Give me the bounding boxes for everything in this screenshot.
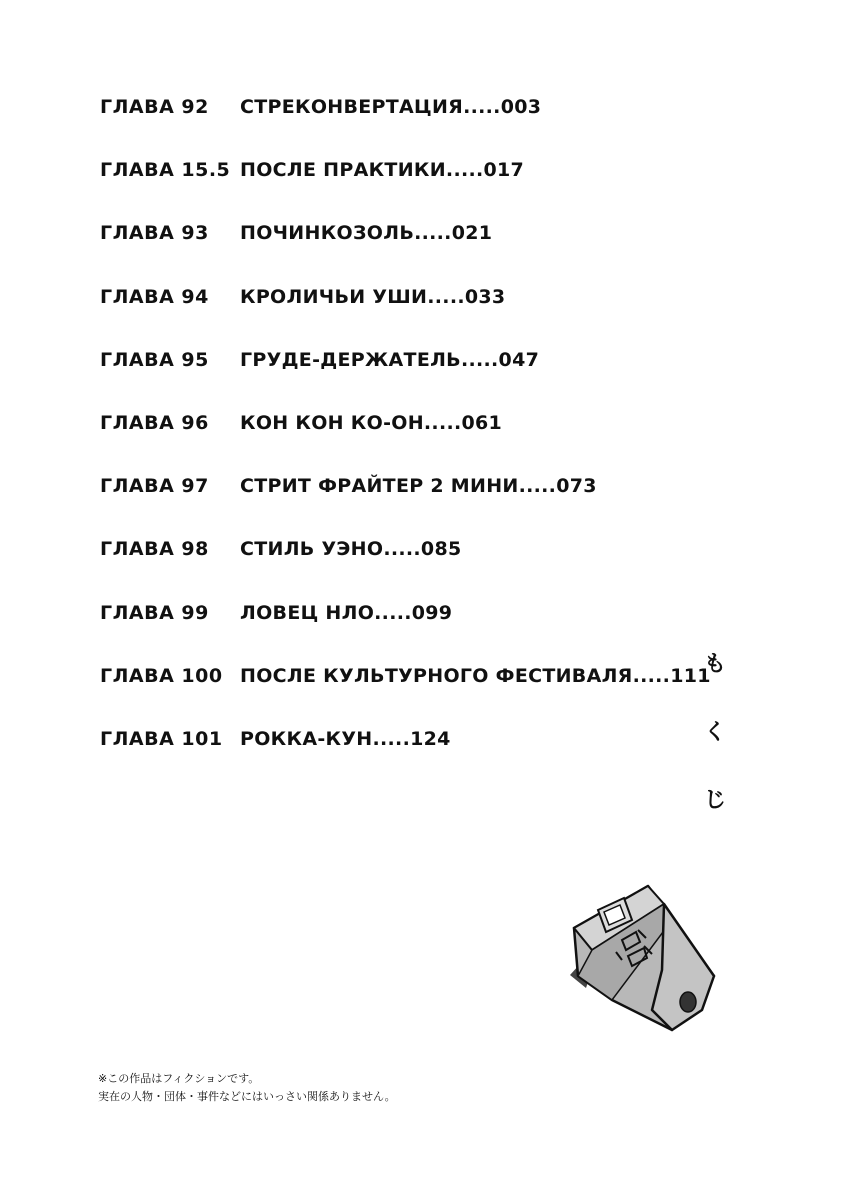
toc-row[interactable]	[100, 602, 660, 665]
toc-row[interactable]	[100, 664, 711, 728]
chapter-number: ГЛАВА 98	[100, 538, 209, 561]
chapter-title: СТРИТ ФРАЙТЕР 2 МИНИ.....073	[240, 475, 597, 498]
chapter-number: ГЛАВА 101	[100, 727, 223, 750]
heading-char: じ	[703, 788, 726, 813]
toc-row[interactable]	[100, 96, 660, 159]
chapter-title: ПОСЛЕ КУЛЬТУРНОГО ФЕСТИВАЛЯ.....111	[240, 664, 711, 687]
chapter-number: ГЛАВА 94	[100, 285, 209, 308]
table-of-contents	[100, 96, 711, 791]
toc-row[interactable]	[100, 475, 660, 538]
toc-row[interactable]	[100, 538, 660, 601]
chapter-title: КОН КОН КО-ОН.....061	[240, 411, 503, 434]
disclaimer-line: 実在の人物・団体・事件などにはいっさい関係ありません。	[98, 1090, 396, 1103]
chapter-number: ГЛАВА 15.5	[100, 159, 231, 182]
chapter-title: СТИЛЬ УЭНО.....085	[240, 538, 462, 561]
eraser-icon	[552, 880, 732, 1060]
chapter-title: ПОЧИНКОЗОЛЬ.....021	[240, 222, 493, 245]
chapter-number: ГЛАВА 99	[100, 601, 209, 624]
toc-row[interactable]	[100, 286, 660, 349]
chapter-title: ГРУДЕ-ДЕРЖАТЕЛЬ.....047	[240, 348, 540, 371]
chapter-title: СТРЕКОНВЕРТАЦИЯ.....003	[240, 96, 542, 118]
heading-char: く	[703, 720, 726, 745]
chapter-number: ГЛАВА 92	[100, 96, 209, 118]
chapter-title: РОККА-КУН.....124	[240, 727, 451, 750]
toc-row[interactable]	[100, 728, 660, 791]
toc-row[interactable]	[100, 349, 660, 412]
vertical-page-heading	[700, 650, 730, 854]
toc-row[interactable]	[100, 412, 660, 475]
chapter-title: ПОСЛЕ ПРАКТИКИ.....017	[240, 159, 525, 182]
disclaimer-line: ※この作品はフィクションです。	[98, 1072, 260, 1085]
chapter-number: ГЛАВА 95	[100, 348, 209, 371]
toc-row[interactable]	[100, 159, 660, 222]
chapter-number: ГЛАВА 93	[100, 222, 209, 245]
chapter-number: ГЛАВА 100	[100, 664, 223, 687]
chapter-number: ГЛАВА 97	[100, 475, 209, 498]
disclaimer	[98, 1070, 396, 1106]
toc-row[interactable]	[100, 222, 660, 285]
chapter-title: ЛОВЕЦ НЛО.....099	[240, 601, 453, 624]
heading-char: も	[703, 652, 726, 677]
chapter-title: КРОЛИЧЬИ УШИ.....033	[240, 285, 506, 308]
chapter-number: ГЛАВА 96	[100, 411, 209, 434]
eraser-hole	[680, 992, 696, 1012]
